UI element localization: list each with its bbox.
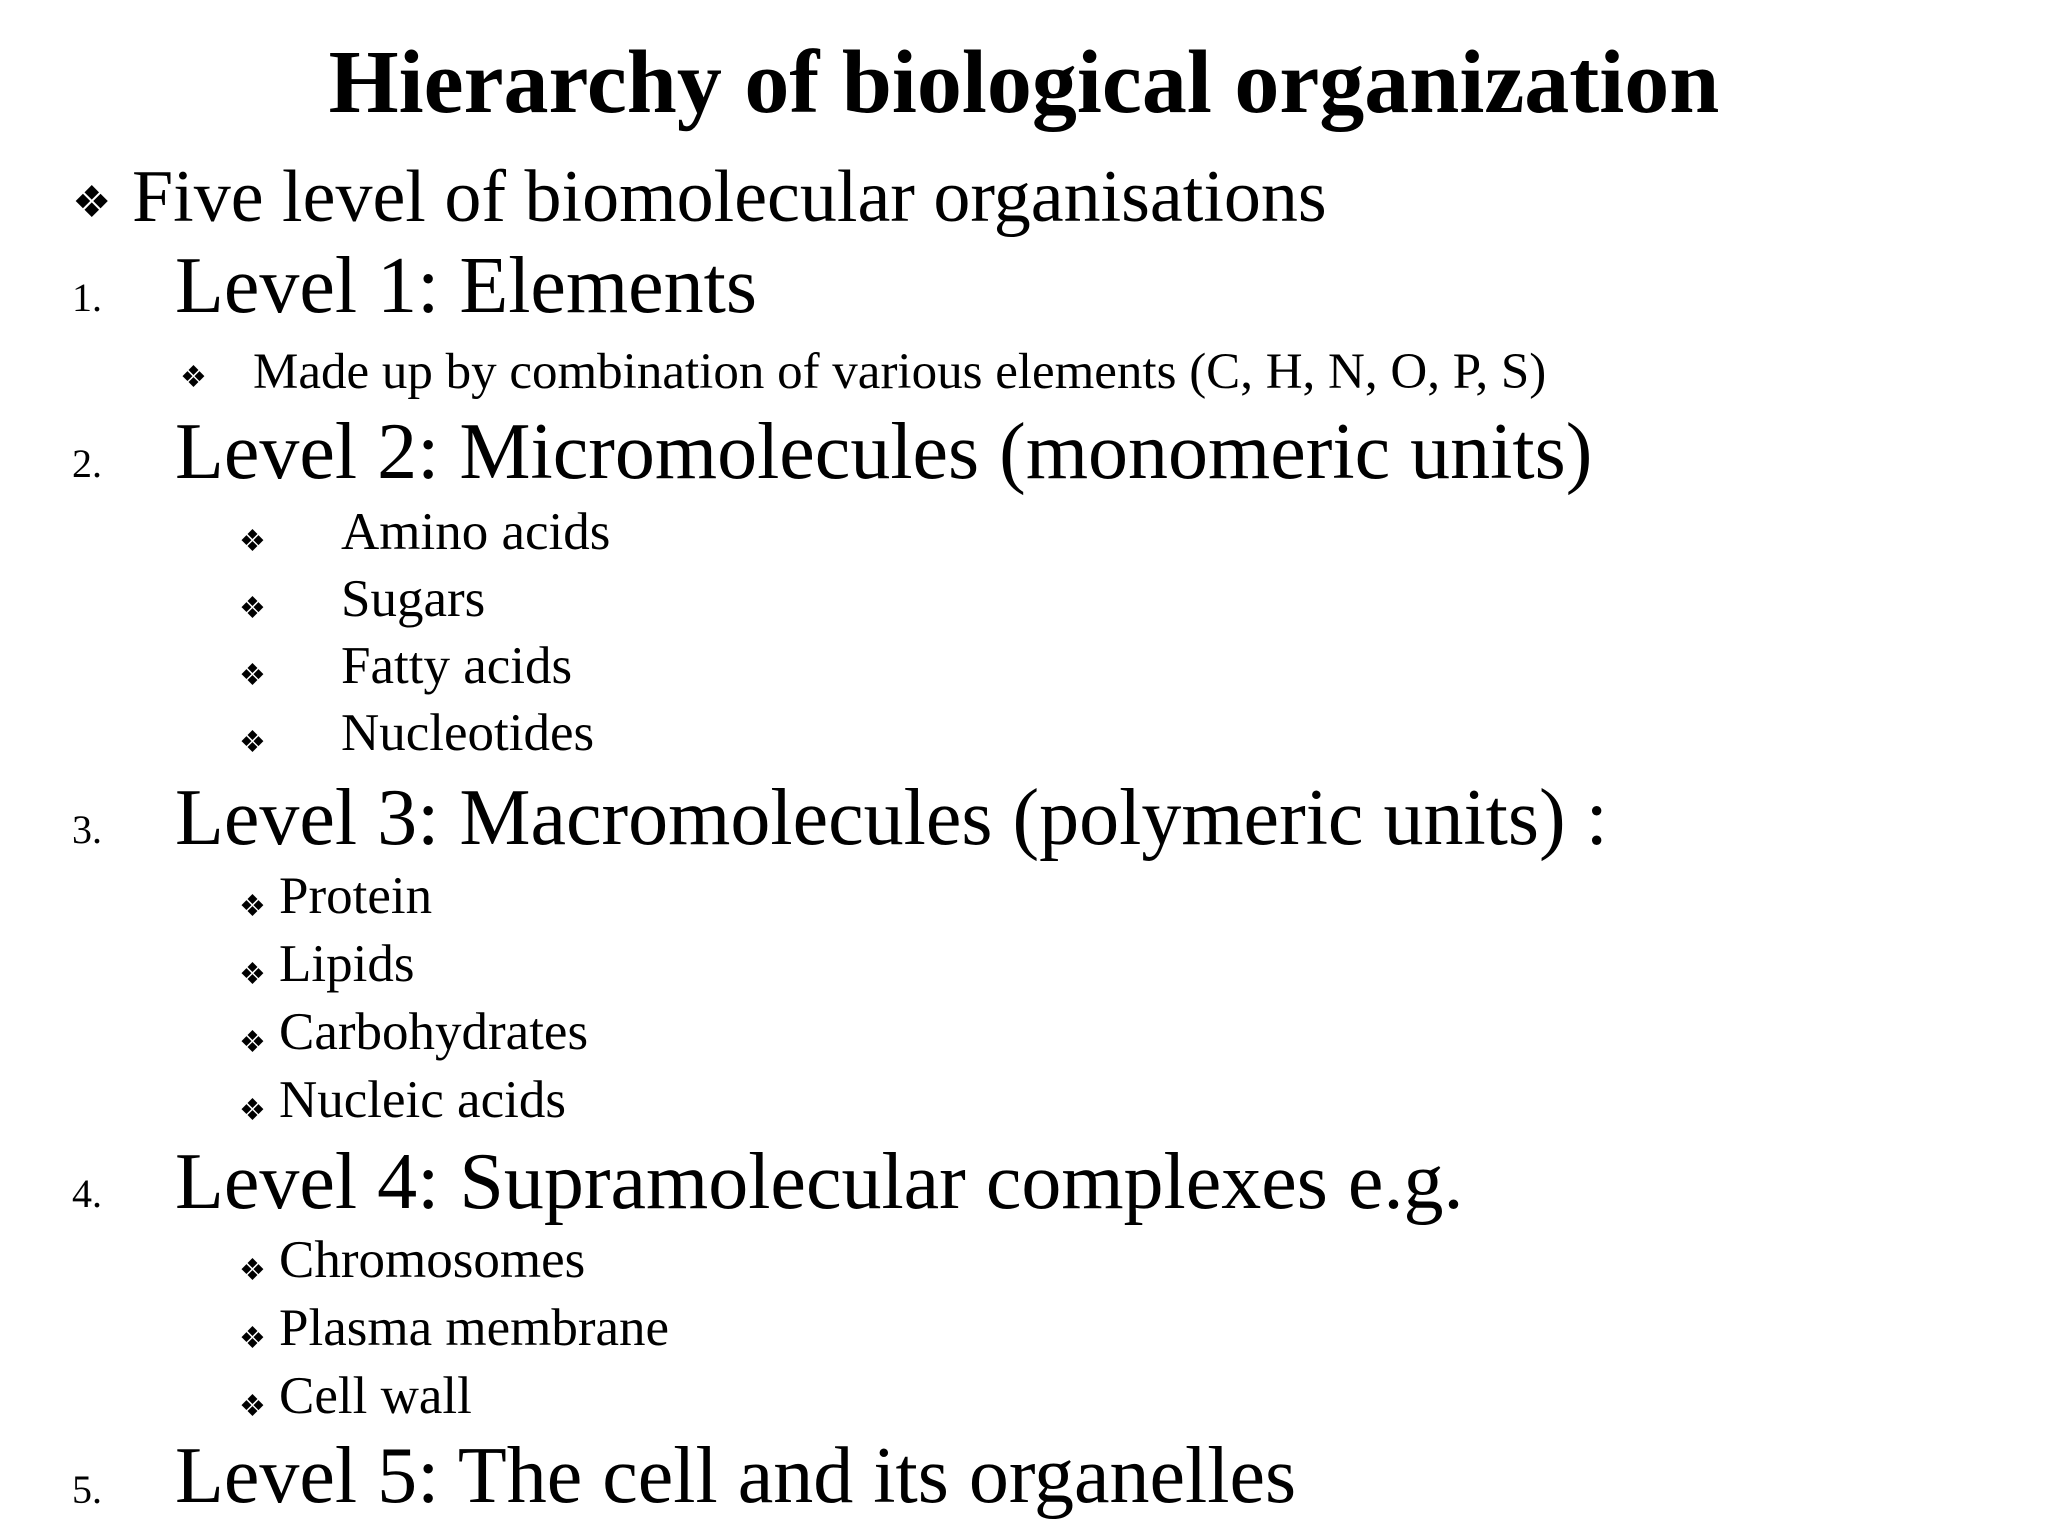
diamond-bullet-icon: ❖ — [239, 1026, 266, 1059]
level-number: 1. — [72, 275, 102, 320]
level-item: Amino acids — [341, 503, 611, 561]
diamond-bullet-icon: ❖ — [239, 890, 266, 923]
diamond-bullet-icon: ❖ — [239, 1254, 266, 1287]
slide-title: Hierarchy of biological organization — [328, 33, 1720, 132]
level-number: 2. — [72, 441, 102, 486]
diamond-bullet-icon: ❖ — [239, 592, 266, 625]
level-heading: Level 3: Macromolecules (polymeric units) : — [175, 774, 1608, 862]
level-item: Fatty acids — [341, 637, 573, 695]
level-item: Nucleic acids — [279, 1071, 566, 1129]
level-item: Carbohydrates — [279, 1003, 589, 1061]
level-heading: Level 1: Elements — [175, 242, 758, 330]
diamond-bullet-icon: ❖ — [239, 1390, 266, 1423]
level-item: Plasma membrane — [279, 1299, 670, 1357]
diamond-bullet-icon: ❖ — [239, 726, 266, 759]
level-item: Sugars — [341, 570, 486, 628]
diamond-bullet-icon: ❖ — [239, 1322, 266, 1355]
diamond-bullet-icon: ❖ — [239, 958, 266, 991]
diamond-bullet-icon: ❖ — [239, 525, 266, 558]
level-heading: Level 5: The cell and its organelles — [175, 1432, 1297, 1520]
diamond-bullet-icon: ❖ — [239, 1094, 266, 1127]
level-heading: Level 2: Micromolecules (monomeric units) — [175, 408, 1593, 496]
level-item: Cell wall — [279, 1367, 472, 1425]
level-item: Chromosomes — [279, 1231, 586, 1289]
level-item: Nucleotides — [341, 704, 595, 762]
diamond-bullet-icon: ❖ — [180, 361, 207, 394]
level-number: 4. — [72, 1171, 102, 1216]
intro-text: Five level of biomolecular organisations — [132, 156, 1327, 238]
diamond-bullet-icon: ❖ — [239, 659, 266, 692]
level-heading: Level 4: Supramolecular complexes e.g. — [175, 1138, 1464, 1226]
level-item: Made up by combination of various elements (C, H, N, O, P, S) — [253, 344, 1547, 400]
level-number: 3. — [72, 807, 102, 852]
level-item: Protein — [279, 867, 433, 925]
diamond-bullet-icon: ❖ — [72, 178, 112, 227]
level-number: 5. — [72, 1467, 102, 1512]
level-item: Lipids — [279, 935, 415, 993]
